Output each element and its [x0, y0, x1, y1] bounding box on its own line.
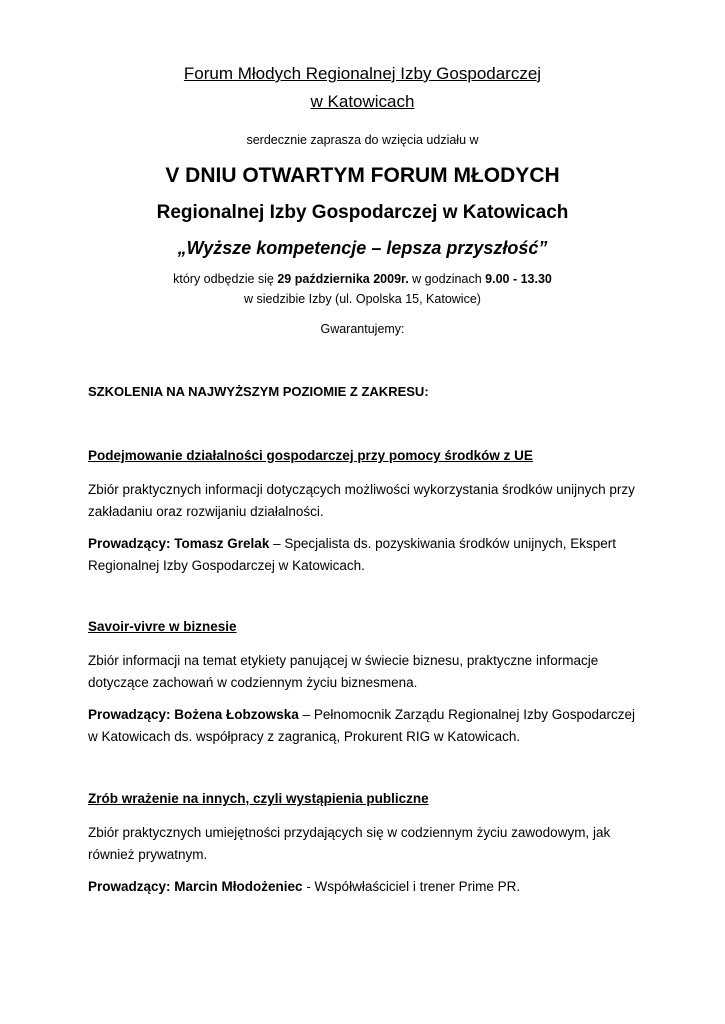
- topic-lead: [88, 704, 648, 748]
- topic-lead: [88, 876, 648, 898]
- event-location: w siedzibie Izby (ul. Opolska 15, Katowice): [244, 292, 481, 306]
- topic-title: Podejmowanie działalności gospodarczej przy pomocy środków z UE: [88, 448, 533, 463]
- topic-title: Zrób wrażenie na innych, czyli wystąpienia publiczne: [88, 791, 429, 806]
- lead-info: – Specjalista ds. pozyskiwania środków unijnych, Ekspert Regionalnej Izby Gospodarczej w Katowicach.: [88, 536, 616, 573]
- event-hours: 9.00 - 13.30: [485, 272, 552, 286]
- lead-label: Prowadzący: Marcin Młodożeniec: [88, 879, 303, 894]
- invitation-text: serdecznie zaprasza do wzięcia udziału w: [246, 133, 479, 147]
- organizer-line-1: Forum Młodych Regionalnej Izby Gospodarczej: [183, 64, 542, 83]
- date-prefix: który odbędzie się: [173, 272, 278, 286]
- event-title: V DNIU OTWARTYM FORUM MŁODYCH: [165, 164, 560, 187]
- event-motto: „Wyższe kompetencje – lepsza przyszłość”: [177, 238, 548, 258]
- topic-block: [88, 619, 648, 748]
- lead-label: Prowadzący: Bożena Łobzowska: [88, 707, 299, 722]
- topic-description: Zbiór praktycznych informacji dotyczących możliwości wykorzystania środków unijnych przy zakładaniu oraz rozwijaniu działalności.: [88, 482, 635, 519]
- guarantee-label: Gwarantujemy:: [320, 322, 405, 336]
- lead-info: – Pełnomocnik Zarządu Regionalnej Izby Gospodarczej w Katowicach ds. współpracy z zagranicą, Prokurent RIG w Katowicach.: [88, 707, 635, 744]
- topic-description: Zbiór informacji na temat etykiety panującej w świecie biznesu, praktyczne informacje dotyczące zachowań w codziennym życiu biznesmena.: [88, 653, 599, 690]
- lead-label: Prowadzący: Tomasz Grelak: [88, 536, 270, 551]
- section-title: SZKOLENIA NA NAJWYŻSZYM POZIOMIE Z ZAKRESU:: [88, 384, 429, 399]
- topic-block: [88, 448, 648, 577]
- event-date-line: [0, 272, 725, 286]
- topic-title: Savoir-vivre w biznesie: [88, 619, 237, 634]
- topic-block: [88, 791, 648, 898]
- lead-info: - Współwłaściciel i trener Prime PR.: [302, 879, 521, 894]
- organizer-line-2: w Katowicach: [310, 92, 415, 111]
- event-subtitle: Regionalnej Izby Gospodarczej w Katowicach: [156, 202, 569, 223]
- hours-prefix: w godzinach: [408, 272, 486, 286]
- topic-lead: [88, 533, 648, 577]
- event-date: 29 października 2009r.: [277, 272, 409, 286]
- topic-description: Zbiór praktycznych umiejętności przydających się w codziennym życiu zawodowym, jak również prywatnym.: [88, 825, 611, 862]
